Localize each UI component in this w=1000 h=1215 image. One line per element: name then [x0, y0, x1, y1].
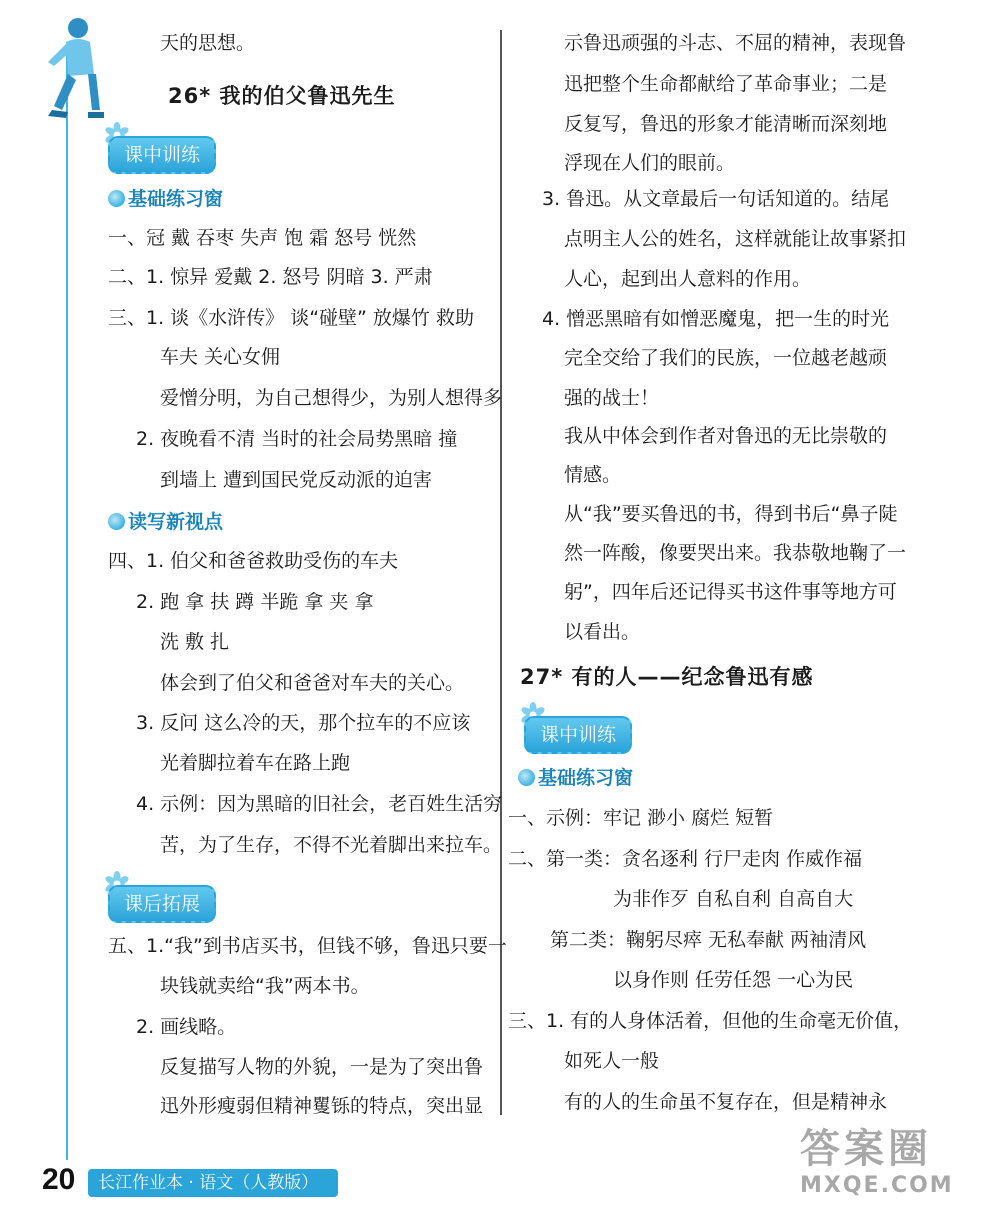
watermark [800, 1125, 990, 1210]
watermark-line1: 答案圈 [800, 1126, 932, 1172]
answer-line: 天的思想。 [160, 32, 256, 54]
bullet-dot-icon [518, 769, 535, 786]
answer-line: 躬”，四年后还记得买书这件事等地方可 [564, 581, 897, 603]
answer-line: 到墙上 遭到国民党反动派的迫害 [160, 469, 433, 491]
answer-line: 示鲁迅顽强的斗志、不屈的精神，表现鲁 [564, 32, 907, 54]
answer-line: 迅把整个生命都献给了革命事业；二是 [564, 73, 888, 95]
section-tag-label: 课后拓展 [108, 885, 216, 923]
lesson-title: 27* 有的人——纪念鲁迅有感 [520, 665, 814, 689]
answer-line: 三、1. 谈《水浒传》 谈“碰壁” 放爆竹 救助 [108, 307, 474, 329]
bullet-dot-icon [108, 190, 125, 207]
answer-line: 3. 反问 这么冷的天，那个拉车的不应该 [136, 712, 471, 734]
answer-line: 有的人的生命虽不复存在，但是精神永 [564, 1091, 888, 1113]
answer-line: 2. 画线略。 [136, 1016, 237, 1038]
answer-line: 情感。 [564, 464, 622, 486]
answer-line: 3. 鲁迅。从文章最后一句话知道的。结尾 [542, 188, 890, 210]
answer-line: 点明主人公的姓名，这样就能让故事紧扣 [564, 228, 907, 250]
answer-line: 2. 跑 拿 扶 蹲 半跪 拿 夹 拿 [136, 591, 374, 613]
answer-line: 一、示例：牢记 渺小 腐烂 短暂 [508, 807, 774, 829]
footer-book-title: 长江作业本 · 语文（人教版） [88, 1169, 338, 1197]
answer-line: 完全交给了我们的民族，一位越老越顽 [564, 347, 888, 369]
lesson-title: 26* 我的伯父鲁迅先生 [168, 84, 396, 108]
answer-line: 五、1.“我”到书店买书，但钱不够，鲁迅只要一 [108, 935, 507, 957]
section-tag-label: 课中训练 [524, 716, 632, 754]
page-number: 20 [42, 1163, 76, 1196]
answer-line: 如死人一般 [564, 1050, 660, 1072]
side-line [66, 55, 68, 1160]
answer-line: 以身作则 任劳任怨 一心为民 [613, 969, 854, 991]
answer-line: 车夫 关心女佣 [160, 346, 281, 368]
answer-line: 强的战士！ [564, 387, 660, 409]
answer-line: 为非作歹 自私自利 自高自大 [613, 888, 854, 910]
answer-line: 我从中体会到作者对鲁迅的无比崇敬的 [564, 425, 888, 447]
watermark-line2: MXQE.COM [800, 1173, 954, 1198]
answer-line: 浮现在人们的眼前。 [564, 152, 736, 174]
answer-line: 然一阵酸，像要哭出来。我恭敬地鞠了一 [564, 542, 907, 564]
answer-line: 爱憎分明，为自己想得少，为别人想得多 [160, 387, 503, 409]
subsection-heading-text: 基础练习窗 [538, 767, 634, 789]
subsection-heading-text: 基础练习窗 [128, 188, 224, 210]
answer-line: 四、1. 伯父和爸爸救助受伤的车夫 [108, 550, 399, 572]
answer-line: 第二类：鞠躬尽瘁 无私奉献 两袖清风 [550, 929, 867, 951]
answer-line: 人心，起到出人意料的作用。 [564, 268, 812, 290]
answer-line: 迅外形瘦弱但精神矍铄的特点，突出显 [160, 1095, 484, 1117]
answer-line: 以看出。 [564, 621, 641, 643]
answer-line: 从“我”要买鲁迅的书，得到书后“鼻子陡 [564, 503, 898, 525]
boy-mascot-icon [38, 14, 110, 126]
subsection-heading-text: 读写新视点 [128, 511, 224, 533]
answer-line: 苦，为了生存，不得不光着脚出来拉车。 [160, 834, 503, 856]
subsection-heading [108, 509, 223, 535]
answer-line: 二、第一类：贪名逐利 行尸走肉 作威作福 [508, 848, 863, 870]
answer-line: 体会到了伯父和爸爸对车夫的关心。 [160, 672, 465, 694]
answer-line: 反复写，鲁迅的形象才能清晰而深刻地 [564, 113, 888, 135]
answer-line: 三、1. 有的人身体活着，但他的生命毫无价值， [508, 1010, 913, 1032]
bullet-dot-icon [108, 513, 125, 530]
section-tag-label: 课中训练 [108, 136, 216, 174]
answer-line: 块钱就卖给“我”两本书。 [160, 975, 370, 997]
answer-line: 一、冠 戴 吞枣 失声 饱 霜 怒号 恍然 [108, 227, 417, 249]
answer-line: 4. 示例：因为黑暗的旧社会，老百姓生活穷 [136, 793, 503, 815]
answer-line: 光着脚拉着车在路上跑 [160, 752, 351, 774]
subsection-heading [108, 186, 223, 212]
answer-line: 二、1. 惊异 爱戴 2. 怒号 阴暗 3. 严肃 [108, 266, 433, 288]
answer-line: 洗 敷 扎 [160, 631, 230, 653]
subsection-heading [518, 765, 633, 791]
answer-line: 2. 夜晚看不清 当时的社会局势黑暗 撞 [136, 428, 458, 450]
answer-line: 4. 憎恶黑暗有如憎恶魔鬼，把一生的时光 [542, 308, 890, 330]
answer-line: 反复描写人物的外貌，一是为了突出鲁 [160, 1056, 484, 1078]
